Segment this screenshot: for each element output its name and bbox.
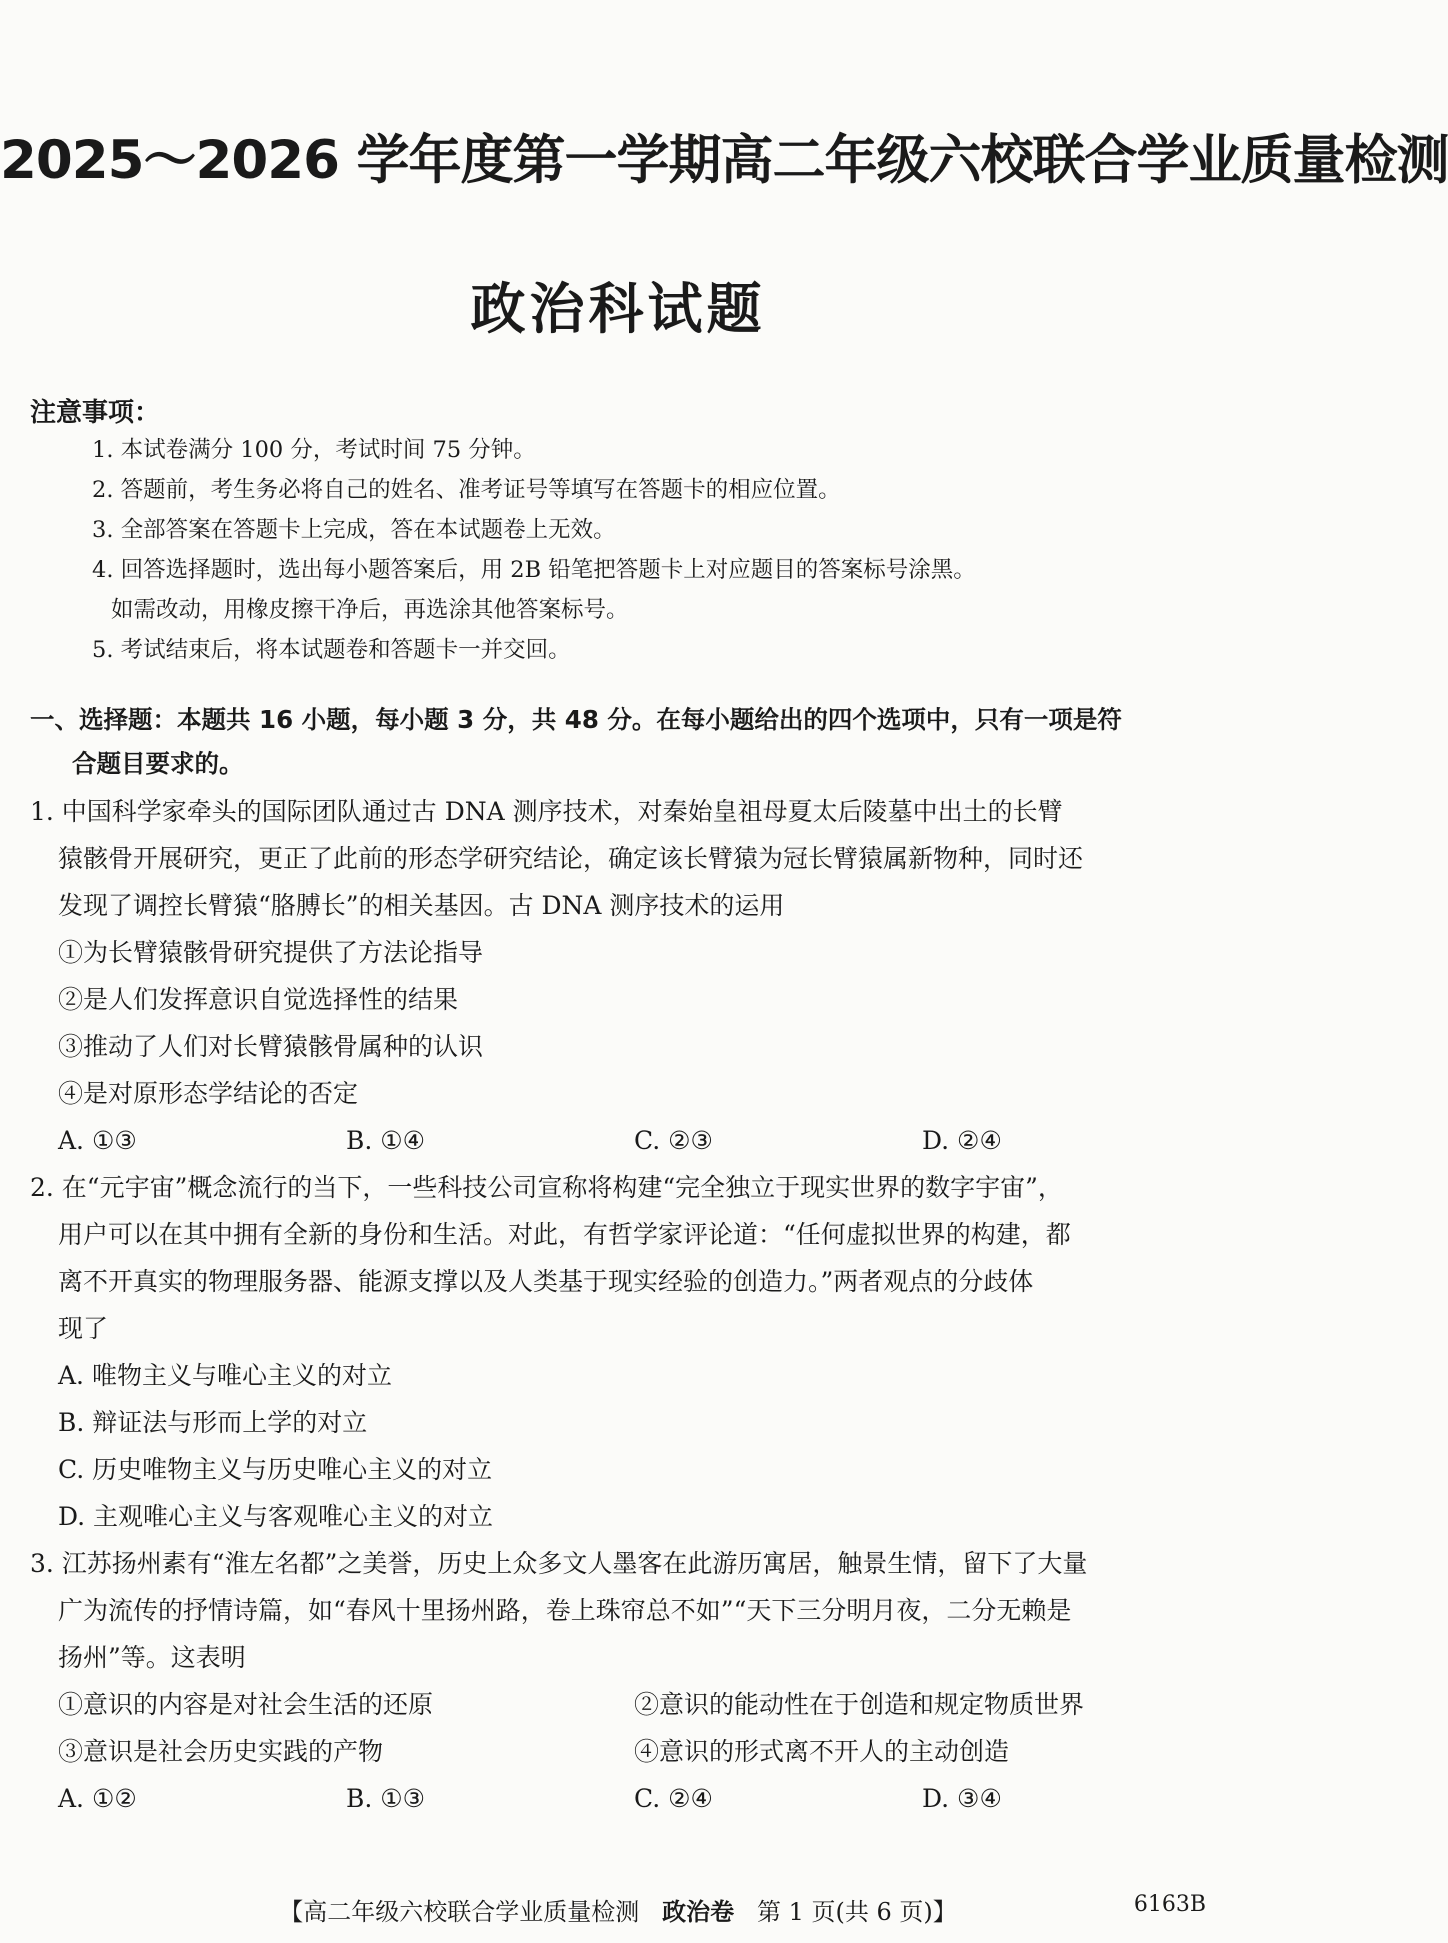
statement: ①为长臂猿骸骨研究提供了方法论指导 — [58, 938, 484, 967]
option-c: C. 历史唯物主义与历史唯心主义的对立 — [58, 1455, 493, 1484]
option-d: D. ②④ — [922, 1126, 1002, 1155]
notice-item: 3. 全部答案在答题卡上完成，答在本试题卷上无效。 — [92, 517, 616, 543]
option-a: A. ①② — [58, 1784, 137, 1813]
option-d: D. 主观唯心主义与客观唯心主义的对立 — [58, 1502, 494, 1531]
option-c: C. ②④ — [634, 1784, 713, 1813]
option-a: A. ①③ — [58, 1126, 137, 1155]
statement: ①意识的内容是对社会生活的还原 — [58, 1690, 434, 1719]
statement-row — [30, 1728, 1210, 1775]
option-a: A. 唯物主义与唯心主义的对立 — [58, 1361, 392, 1390]
question-2 — [30, 1164, 1210, 1540]
option-b: B. 辩证法与形而上学的对立 — [58, 1408, 368, 1437]
footer-subject: 政治卷 — [662, 1898, 735, 1926]
question-text: 扬州”等。这表明 — [58, 1643, 246, 1672]
option-d: D. ③④ — [922, 1784, 1002, 1813]
notice-item: 如需改动，用橡皮擦干净后，再选涂其他答案标号。 — [111, 597, 629, 623]
statement: ③意识是社会历史实践的产物 — [58, 1737, 384, 1766]
section-line: 合题目要求的。 — [72, 749, 244, 778]
question-text: 3. 江苏扬州素有“淮左名都”之美誉，历史上众多文人墨客在此游历寓居，触景生情，留下了大量 — [30, 1549, 1088, 1578]
statement: ④是对原形态学结论的否定 — [58, 1079, 359, 1108]
notice-heading: 注意事项： — [30, 398, 161, 428]
footer-page-number: 第 1 页(共 6 页)】 — [757, 1898, 957, 1926]
question-text: 猿骸骨开展研究，更正了此前的形态学研究结论，确定该长臂猿为冠长臂猿属新物种，同时还 — [58, 844, 1084, 873]
question-1 — [30, 788, 1210, 1164]
exam-title: 2025～2026 学年度第一学期高二年级六校联合学业质量检测 — [0, 130, 1448, 191]
question-text: 用户可以在其中拥有全新的身份和生活。对此，有哲学家评论道：“任何虚拟世界的构建，都 — [58, 1220, 1071, 1249]
statement: ②是人们发挥意识自觉选择性的结果 — [58, 985, 459, 1014]
notice-item: 2. 答题前，考生务必将自己的姓名、准考证号等填写在答题卡的相应位置。 — [92, 477, 841, 503]
notice-item: 5. 考试结束后，将本试题卷和答题卡一并交回。 — [92, 637, 571, 663]
statement: ④意识的形式离不开人的主动创造 — [634, 1737, 1010, 1766]
statement-row — [30, 1681, 1210, 1728]
question-3 — [30, 1540, 1210, 1822]
option-b: B. ①③ — [346, 1784, 426, 1813]
section-heading — [30, 698, 1210, 786]
option-c: C. ②③ — [634, 1126, 713, 1155]
notice-item: 4. 回答选择题时，选出每小题答案后，用 2B 铅笔把答题卡上对应题目的答案标号涂黑。 — [92, 557, 976, 583]
question-text: 离不开真实的物理服务器、能源支撑以及人类基于现实经验的创造力。”两者观点的分歧体 — [58, 1267, 1034, 1296]
question-text: 现了 — [58, 1314, 109, 1343]
exam-subtitle: 政治科试题 — [470, 277, 766, 341]
option-b: B. ①④ — [346, 1126, 426, 1155]
paper-code: 6163B — [1133, 1892, 1206, 1917]
question-text: 广为流传的抒情诗篇，如“春风十里扬州路，卷上珠帘总不如”“天下三分明月夜，二分无赖是 — [58, 1596, 1072, 1625]
question-text: 发现了调控长臂猿“胳膊长”的相关基因。古 DNA 测序技术的运用 — [58, 891, 785, 920]
notice-item: 1. 本试卷满分 100 分，考试时间 75 分钟。 — [92, 437, 536, 463]
footer-exam-name: 【高二年级六校联合学业质量检测 — [279, 1898, 640, 1926]
statement: ③推动了人们对长臂猿骸骨属种的认识 — [58, 1032, 484, 1061]
page-footer — [0, 1892, 1236, 1927]
notice-list — [92, 430, 1212, 670]
section-line: 一、选择题：本题共 16 小题，每小题 3 分，共 48 分。在每小题给出的四个选项中，只有一项是符 — [30, 705, 1122, 734]
statement: ②意识的能动性在于创造和规定物质世界 — [634, 1690, 1085, 1719]
answer-options — [30, 1117, 1210, 1164]
question-text: 2. 在“元宇宙”概念流行的当下，一些科技公司宣称将构建“完全独立于现实世界的数字宇宙”， — [30, 1173, 1063, 1202]
question-text: 1. 中国科学家牵头的国际团队通过古 DNA 测序技术，对秦始皇祖母夏太后陵墓中出土的长臂 — [30, 797, 1063, 826]
answer-options — [30, 1775, 1210, 1822]
